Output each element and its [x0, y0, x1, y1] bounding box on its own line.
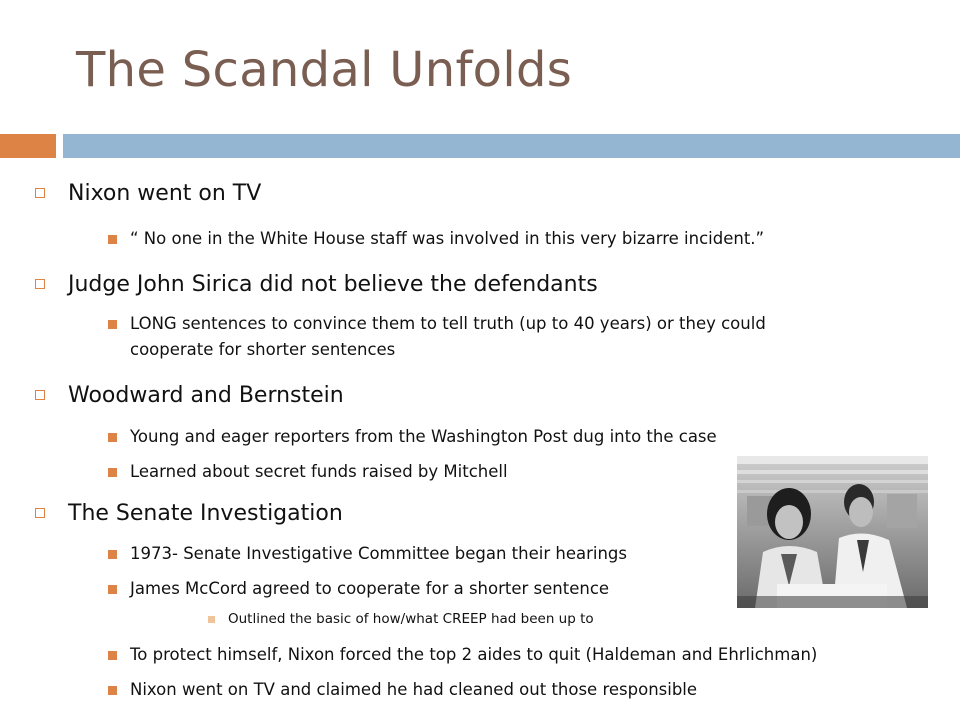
- bullet-text-continued: cooperate for shorter sentences: [130, 340, 396, 359]
- subbullet-mccord: [130, 576, 609, 602]
- bullet-text: To protect himself, Nixon forced the top 2 aides to quit (Haldeman and Ehrlichman): [130, 645, 818, 664]
- subbullet-cleaned-out: [130, 677, 697, 703]
- square-bullet-icon: [108, 235, 117, 244]
- bullet-text: James McCord agreed to cooperate for a shorter sentence: [130, 579, 610, 598]
- subsubbullet-creep: [228, 611, 594, 627]
- square-bullet-icon: [108, 585, 117, 594]
- bullet-text: The Senate Investigation: [68, 501, 343, 526]
- subbullet-long-sentences: [130, 311, 766, 363]
- bullet-text: Young and eager reporters from the Washington Post dug into the case: [130, 427, 717, 446]
- bullet-text: “ No one in the White House staff was involved in this very bizarre incident.”: [130, 229, 765, 248]
- square-bullet-icon: [108, 320, 117, 329]
- square-bullet-icon: [108, 433, 117, 442]
- square-bullet-icon: [108, 550, 117, 559]
- square-bullet-icon: [108, 686, 117, 695]
- hollow-square-bullet-icon: [35, 279, 45, 289]
- square-bullet-icon: [108, 468, 117, 477]
- bullet-text: Nixon went on TV: [68, 181, 262, 206]
- square-bullet-icon: [208, 616, 215, 623]
- woodward-bernstein-photo: [737, 456, 928, 608]
- bullet-senate-investigation: [68, 501, 343, 526]
- subbullet-nixon-quote: [130, 226, 764, 252]
- bullet-nixon-tv: [68, 181, 261, 206]
- bullet-text: LONG sentences to convince them to tell truth (up to 40 years) or they could: [130, 314, 766, 333]
- slide-title: The Scandal Unfolds: [76, 42, 573, 98]
- square-bullet-icon: [108, 651, 117, 660]
- bullet-text: Learned about secret funds raised by Mitchell: [130, 462, 508, 481]
- subbullet-aides-quit: [130, 642, 817, 668]
- subbullet-senate-hearings: [130, 541, 627, 567]
- subbullet-young-reporters: [130, 424, 717, 450]
- hollow-square-bullet-icon: [35, 188, 45, 198]
- bullet-text: Outlined the basic of how/what CREEP had been up to: [228, 611, 594, 627]
- bullet-woodward-bernstein: [68, 383, 344, 408]
- bullet-text: Nixon went on TV and claimed he had cleaned out those responsible: [130, 680, 698, 699]
- bullet-text: Judge John Sirica did not believe the defendants: [68, 272, 598, 297]
- newsroom-photo-image: [737, 456, 928, 608]
- bullet-judge-sirica: [68, 272, 598, 297]
- hollow-square-bullet-icon: [35, 390, 45, 400]
- bullet-text: Woodward and Bernstein: [68, 383, 344, 408]
- hollow-square-bullet-icon: [35, 508, 45, 518]
- bullet-text: 1973- Senate Investigative Committee began their hearings: [130, 544, 627, 563]
- subbullet-secret-funds: [130, 459, 508, 485]
